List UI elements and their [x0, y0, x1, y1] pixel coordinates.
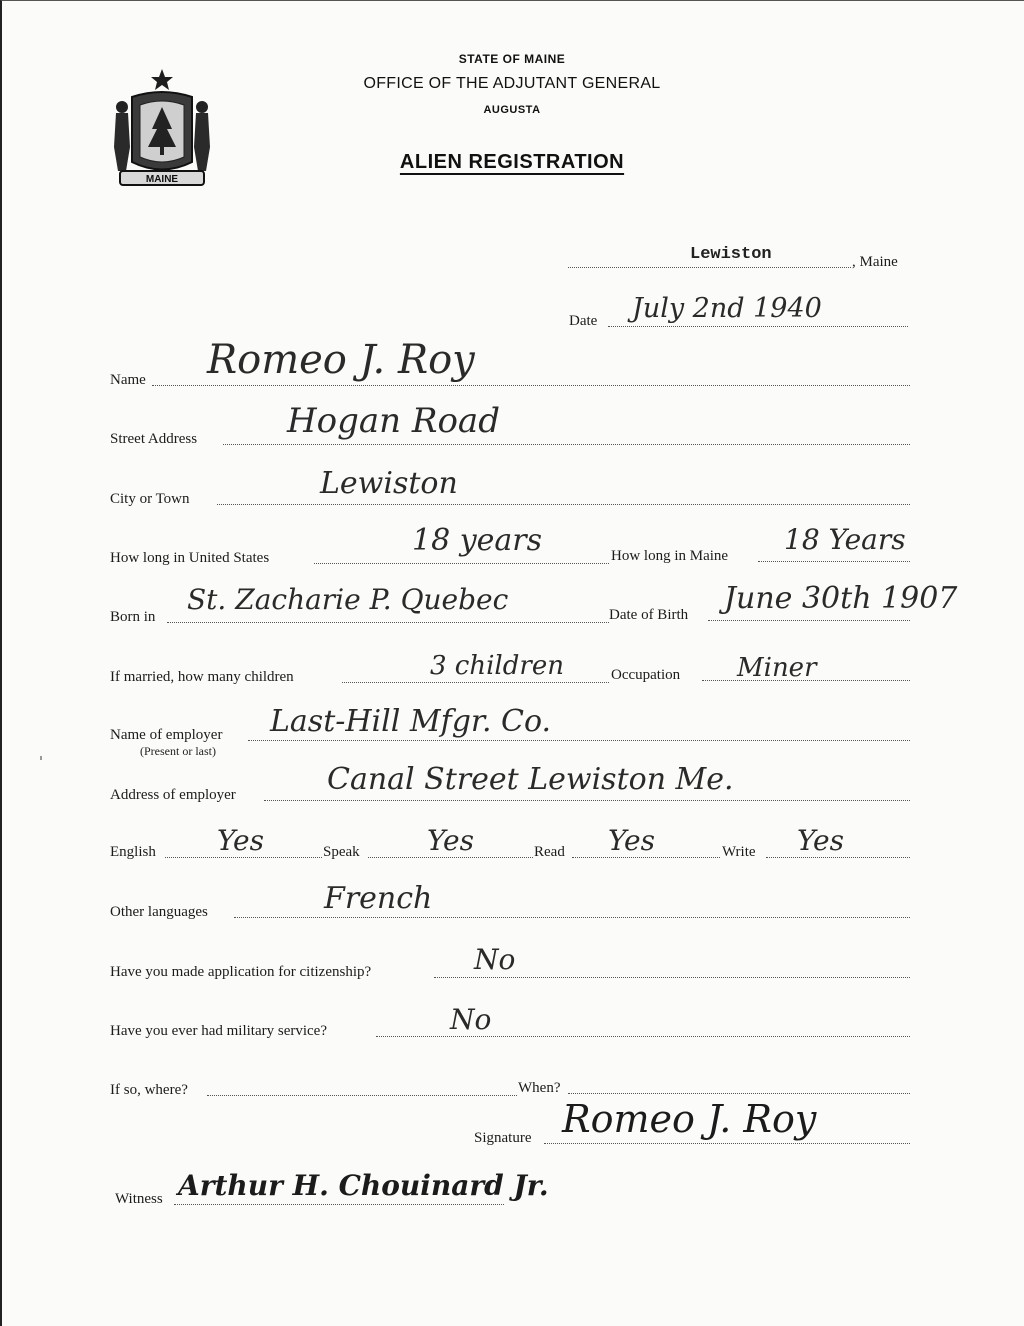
born-in-line: [167, 622, 609, 623]
write-label: Write: [722, 844, 756, 860]
employer-label: Name of employer: [110, 727, 223, 743]
date-value[interactable]: July 2nd 1940: [632, 293, 822, 324]
dob-label: Date of Birth: [609, 607, 689, 623]
dob-value[interactable]: June 30th 1907: [724, 581, 958, 616]
how-long-maine-label: How long in Maine: [611, 548, 729, 564]
employer-address-label: Address of employer: [110, 787, 236, 803]
english-line: [165, 857, 322, 858]
speak-line: [368, 857, 533, 858]
born-in-label: Born in: [110, 609, 156, 625]
witness-line: [174, 1204, 504, 1205]
military-label: Have you ever had military service?: [110, 1023, 327, 1039]
street-line: [223, 444, 910, 445]
how-long-us-label: How long in United States: [110, 550, 270, 566]
employer-value[interactable]: Last-Hill Mfgr. Co.: [270, 704, 552, 739]
citizenship-value[interactable]: No: [474, 943, 516, 976]
english-value[interactable]: Yes: [217, 824, 264, 857]
how-long-us-value[interactable]: 18 years: [412, 523, 543, 558]
dob-line: [708, 620, 910, 621]
where-label: If so, where?: [110, 1082, 188, 1098]
other-languages-value[interactable]: French: [324, 881, 433, 916]
witness-label: Witness: [115, 1191, 163, 1207]
place-value: Lewiston: [690, 245, 772, 264]
employer-line: [248, 740, 910, 741]
children-line: [342, 682, 609, 683]
military-line: [376, 1036, 910, 1037]
how-long-us-line: [314, 563, 609, 564]
write-value[interactable]: Yes: [797, 824, 844, 857]
name-line: [152, 385, 910, 386]
header-office: OFFICE OF THE ADJUTANT GENERAL: [363, 75, 661, 92]
signature-value[interactable]: Romeo J. Roy: [562, 1097, 817, 1141]
occupation-value[interactable]: Miner: [737, 653, 817, 683]
children-label: If married, how many children: [110, 669, 294, 685]
street-value[interactable]: Hogan Road: [287, 401, 500, 441]
city-label: City or Town: [110, 491, 190, 507]
how-long-maine-line: [758, 561, 910, 562]
read-line: [572, 857, 720, 858]
street-label: Street Address: [110, 431, 198, 447]
read-label: Read: [534, 844, 565, 860]
place-suffix: , Maine: [852, 254, 898, 270]
occupation-label: Occupation: [611, 667, 681, 683]
seal-banner-text: MAINE: [145, 174, 179, 185]
signature-line: [544, 1143, 910, 1144]
employer-address-line: [264, 800, 910, 801]
english-label: English: [110, 844, 156, 860]
place-line: [568, 267, 851, 268]
how-long-maine-value[interactable]: 18 Years: [784, 523, 906, 556]
where-line: [207, 1095, 517, 1096]
name-value[interactable]: Romeo J. Roy: [207, 337, 475, 383]
maine-state-seal: [110, 67, 214, 187]
signature-label: Signature: [474, 1130, 532, 1146]
born-in-value[interactable]: St. Zacharie P. Quebec: [187, 583, 509, 616]
paper-speck: [40, 756, 42, 760]
when-label: When?: [518, 1080, 561, 1096]
military-value[interactable]: No: [450, 1003, 492, 1036]
citizenship-label: Have you made application for citizenship?: [110, 964, 372, 980]
city-line: [217, 504, 910, 505]
read-value[interactable]: Yes: [608, 824, 655, 857]
header-state: STATE OF MAINE: [458, 52, 566, 66]
witness-value[interactable]: Arthur H. Chouinard Jr.: [178, 1169, 549, 1202]
form-title: ALIEN REGISTRATION: [399, 151, 625, 173]
employer-address-value[interactable]: Canal Street Lewiston Me.: [327, 762, 734, 797]
date-line: [608, 326, 908, 327]
speak-value[interactable]: Yes: [427, 824, 474, 857]
children-value[interactable]: 3 children: [430, 651, 564, 681]
header-city: AUGUSTA: [483, 104, 541, 116]
speak-label: Speak: [323, 844, 360, 860]
when-line: [568, 1093, 910, 1094]
citizenship-line: [434, 977, 910, 978]
date-label: Date: [569, 313, 598, 329]
employer-sublabel: (Present or last): [140, 744, 216, 758]
city-value[interactable]: Lewiston: [320, 466, 458, 501]
other-languages-label: Other languages: [110, 904, 208, 920]
name-label: Name: [110, 372, 146, 388]
other-languages-line: [234, 917, 910, 918]
write-line: [766, 857, 910, 858]
